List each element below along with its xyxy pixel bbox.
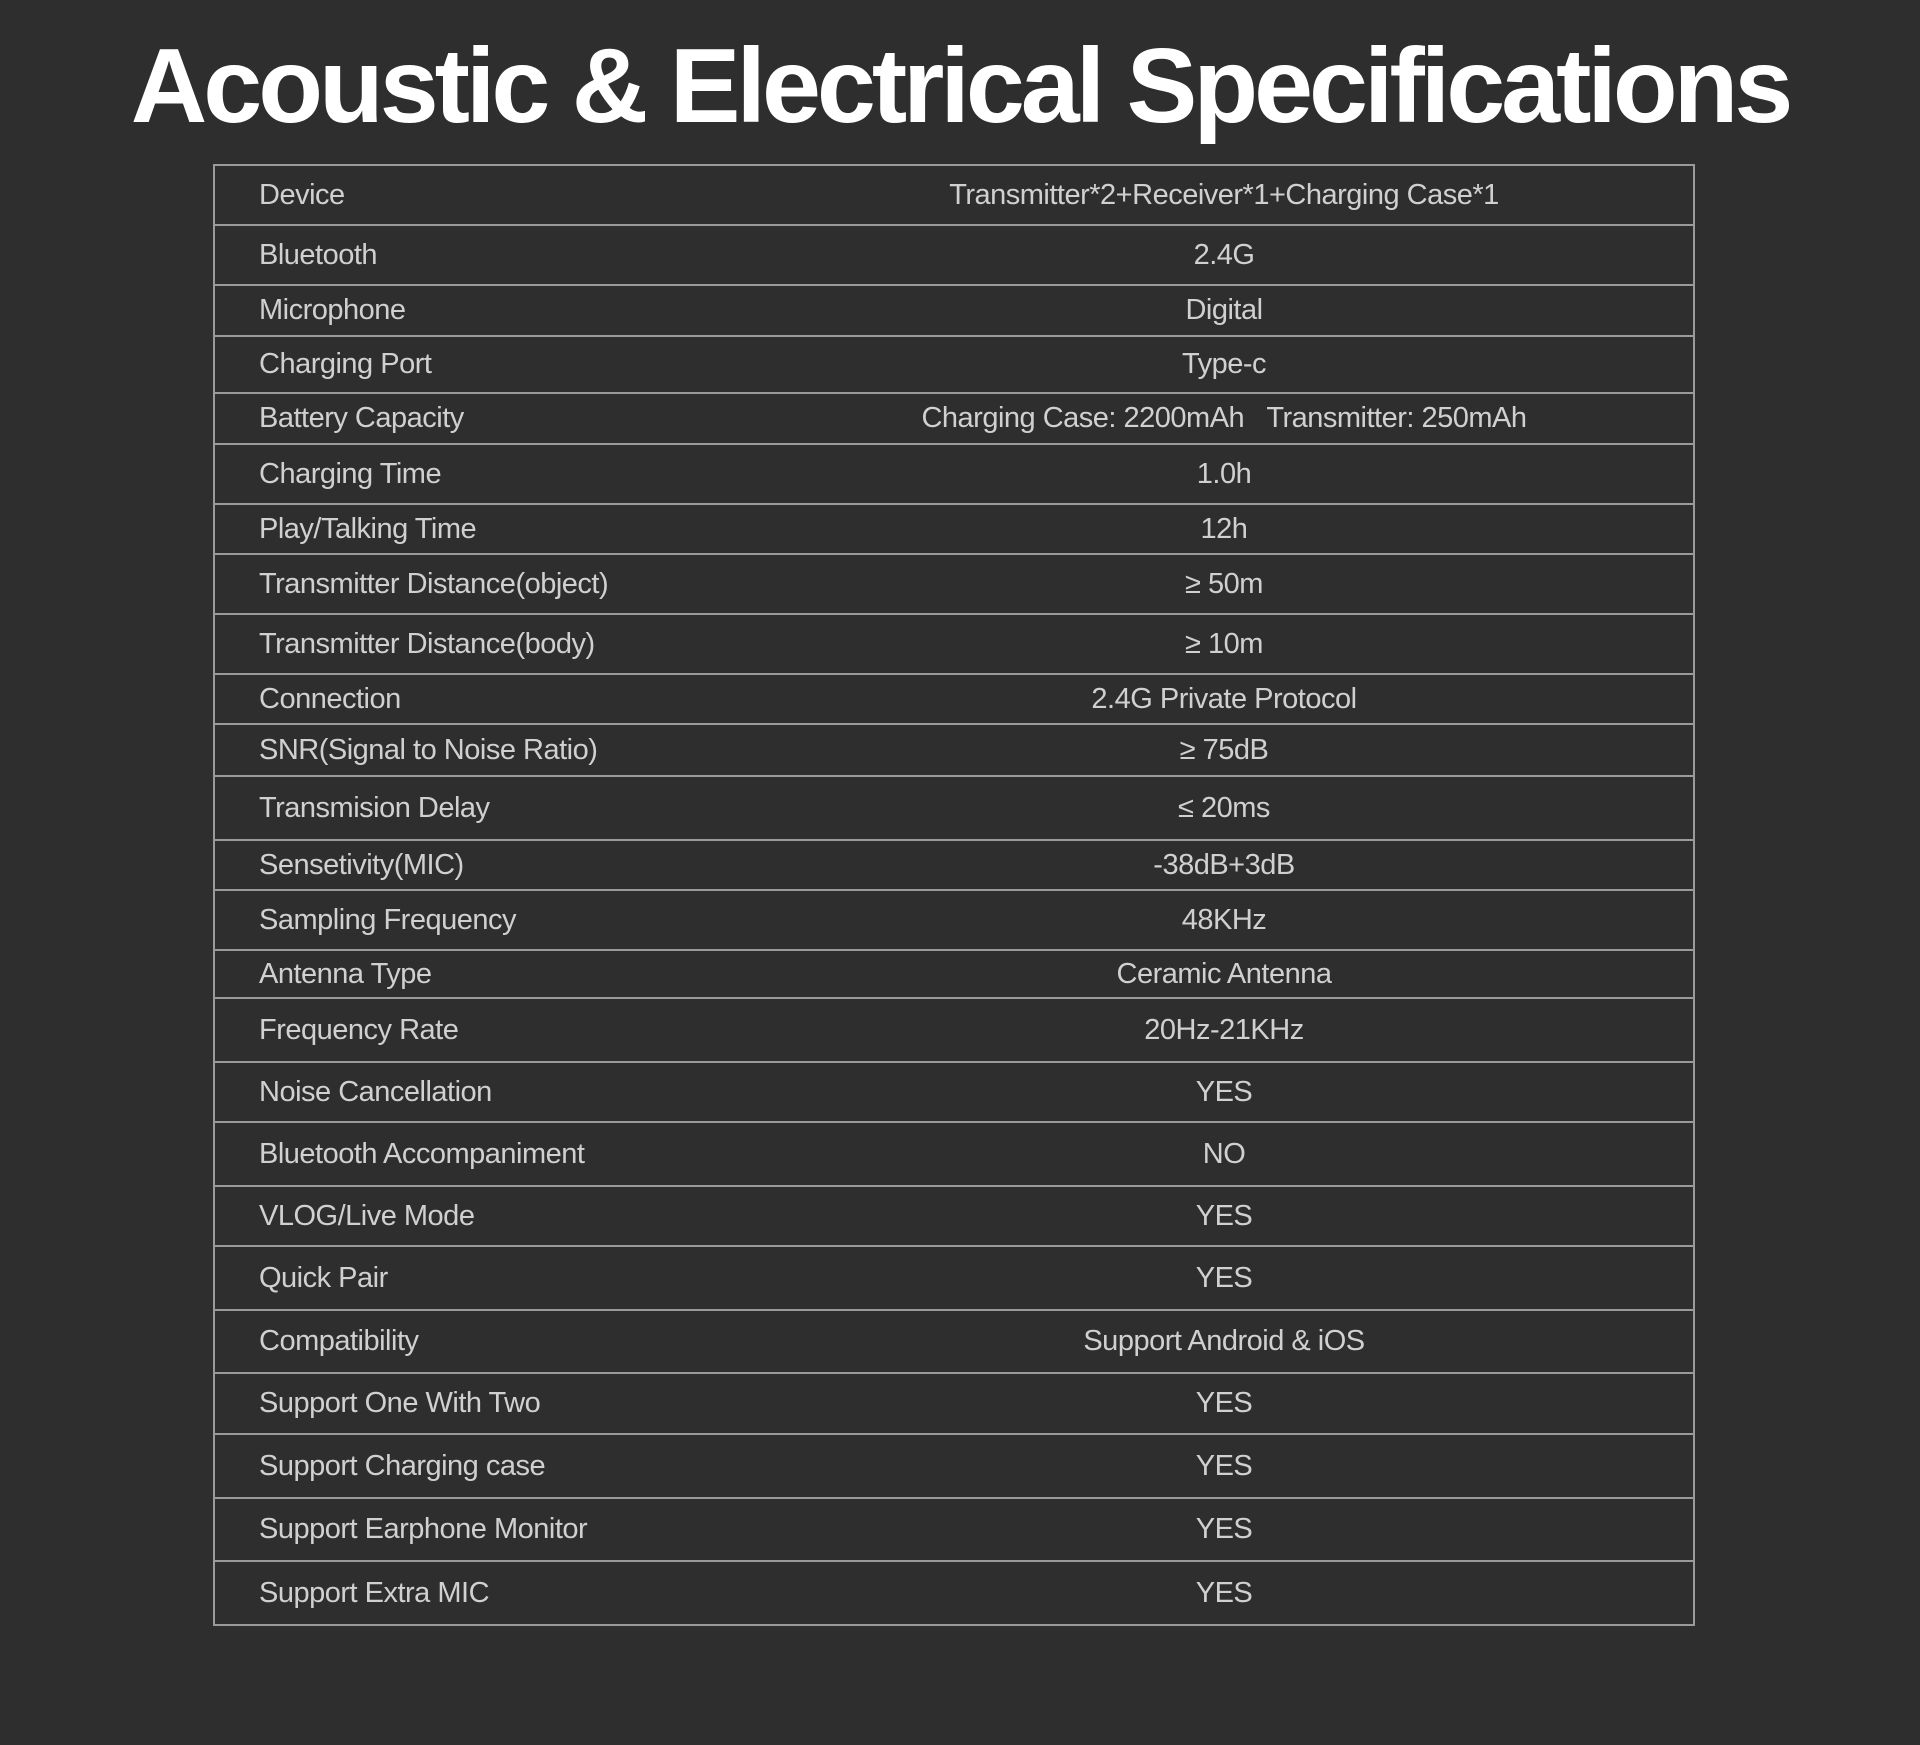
spec-value: 2.4G [1193,238,1255,271]
spec-table [213,164,1695,1626]
spec-value: ≥ 50m [1185,567,1263,600]
spec-value: Type-c [1181,348,1267,380]
spec-label: SNR(Signal to Noise Ratio) [259,733,598,766]
spec-value: NO [1202,1137,1246,1170]
spec-label: Bluetooth Accompaniment [259,1137,585,1170]
spec-row-noise-cancellation [215,1063,1693,1123]
spec-value: Charging Case: 2200mAh Transmitter: 250mAh [921,402,1527,434]
spec-row-support-extra-mic [215,1562,1693,1624]
spec-label: Antenna Type [259,957,432,990]
spec-label: Noise Cancellation [259,1075,492,1108]
spec-label: Transmitter Distance(body) [259,627,595,660]
spec-label: Support Charging case [259,1449,546,1482]
spec-value: -38dB+3dB [1153,848,1295,881]
spec-label: Transmision Delay [259,791,490,824]
spec-value: YES [1195,1261,1253,1294]
spec-label: Device [259,178,345,211]
spec-value: YES [1195,1449,1253,1482]
spec-value: YES [1195,1387,1253,1419]
spec-value: YES [1195,1075,1253,1108]
spec-row-microphone [215,286,1693,337]
spec-label: Support One With Two [259,1387,541,1419]
spec-row-support-charging-case [215,1435,1693,1499]
spec-value: YES [1195,1199,1253,1232]
spec-label: Compatibility [259,1325,419,1357]
spec-value: 2.4G Private Protocol [1091,682,1357,715]
spec-row-support-earphone-monitor [215,1499,1693,1562]
spec-label: Sampling Frequency [259,903,516,936]
spec-label: Play/Talking Time [259,512,477,545]
spec-value: ≤ 20ms [1178,791,1270,824]
spec-row-bluetooth [215,226,1693,286]
spec-label: Support Earphone Monitor [259,1513,588,1545]
spec-value: Support Android & iOS [1083,1325,1365,1357]
spec-row-bluetooth-accompaniment [215,1123,1693,1187]
spec-row-charging-port [215,337,1693,394]
spec-value: 1.0h [1196,457,1252,490]
spec-row-sampling-frequency [215,891,1693,951]
spec-row-frequency-rate [215,999,1693,1063]
spec-value: ≥ 10m [1185,627,1263,660]
spec-label: Microphone [259,294,406,326]
spec-label: Charging Time [259,457,442,490]
spec-row-support-one-with-two [215,1374,1693,1435]
spec-label: Battery Capacity [259,402,464,434]
page-title: Acoustic & Electrical Specifications [130,27,1790,145]
spec-row-transmitter-distance-object [215,555,1693,615]
spec-row-sensitivity [215,841,1693,891]
spec-row-transmission-delay [215,777,1693,841]
spec-value: YES [1195,1513,1253,1545]
spec-row-snr [215,725,1693,777]
spec-row-play-talking-time [215,505,1693,555]
spec-row-compatibility [215,1311,1693,1374]
spec-row-transmitter-distance-body [215,615,1693,675]
spec-label: Sensetivity(MIC) [259,848,464,881]
spec-value: 12h [1200,512,1248,545]
spec-value: 48KHz [1181,903,1267,936]
spec-value: Digital [1185,294,1263,326]
spec-row-vlog-live-mode [215,1187,1693,1247]
spec-value: Transmitter*2+Receiver*1+Charging Case*1 [949,178,1499,211]
spec-label: Frequency Rate [259,1013,459,1046]
spec-label: Connection [259,682,401,715]
spec-row-device [215,166,1693,226]
spec-value: Ceramic Antenna [1116,957,1332,990]
spec-label: Support Extra MIC [259,1576,490,1609]
spec-value: ≥ 75dB [1179,733,1269,766]
spec-value: YES [1195,1576,1253,1609]
spec-label: VLOG/Live Mode [259,1199,475,1232]
spec-label: Transmitter Distance(object) [259,567,609,600]
spec-row-quick-pair [215,1247,1693,1311]
spec-value: 20Hz-21KHz [1144,1013,1304,1046]
spec-row-battery-capacity [215,394,1693,445]
spec-label: Charging Port [259,348,432,380]
spec-row-charging-time [215,445,1693,505]
spec-row-antenna-type [215,951,1693,999]
spec-label: Bluetooth [259,238,378,271]
spec-label: Quick Pair [259,1261,388,1294]
spec-row-connection [215,675,1693,725]
